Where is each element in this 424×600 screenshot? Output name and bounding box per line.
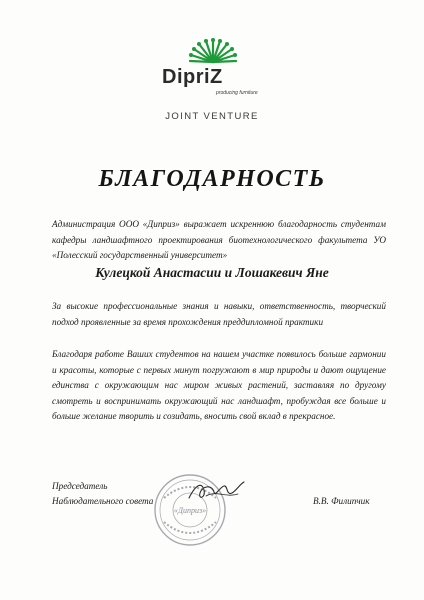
signer-name: В.В. Филипчик bbox=[313, 496, 370, 506]
recipients-names: Кулецкой Анастасии и Лошакевич Яне bbox=[95, 265, 329, 280]
document-title: БЛАГОДАРНОСТЬ bbox=[98, 166, 326, 192]
signer-position-line1: Председатель bbox=[52, 481, 108, 491]
intro-paragraph: Администрация ООО «Диприз» выражает искреннюю благодарность студентам кафедры ландшафтного проектирования биотехнологического факультета УО «Полесский государственный университет» bbox=[52, 219, 386, 260]
merits-paragraph: За высокие профессиональные знания и навыки, ответственность, творческий подход проявленные за время прохождения преддипломной практики bbox=[52, 301, 386, 327]
svg-text:«Диприз»: «Диприз» bbox=[173, 506, 207, 515]
joint-venture-label: JOINT VENTURE bbox=[165, 111, 259, 122]
company-logo bbox=[128, 38, 298, 106]
gratitude-paragraph: Благодаря работе Ваших студентов на нашем участке появилось больше гармонии и красоты, которые с первых минут погружают в мир природы и дают ощущение единства с окружающим нас миром живых растений, заставляя по другому смотреть и воспринимать окружающий нас ландшафт, пробуждая все больше и больше желание творить и созидать, вносить свой вклад в прекрасное. bbox=[52, 349, 386, 421]
logo-tagline: producing furniture bbox=[216, 90, 258, 96]
logo-text: DipriZ bbox=[162, 66, 223, 88]
signer-position-line2: Наблюдательного совета bbox=[52, 496, 154, 506]
handwritten-signature-icon bbox=[186, 478, 246, 504]
